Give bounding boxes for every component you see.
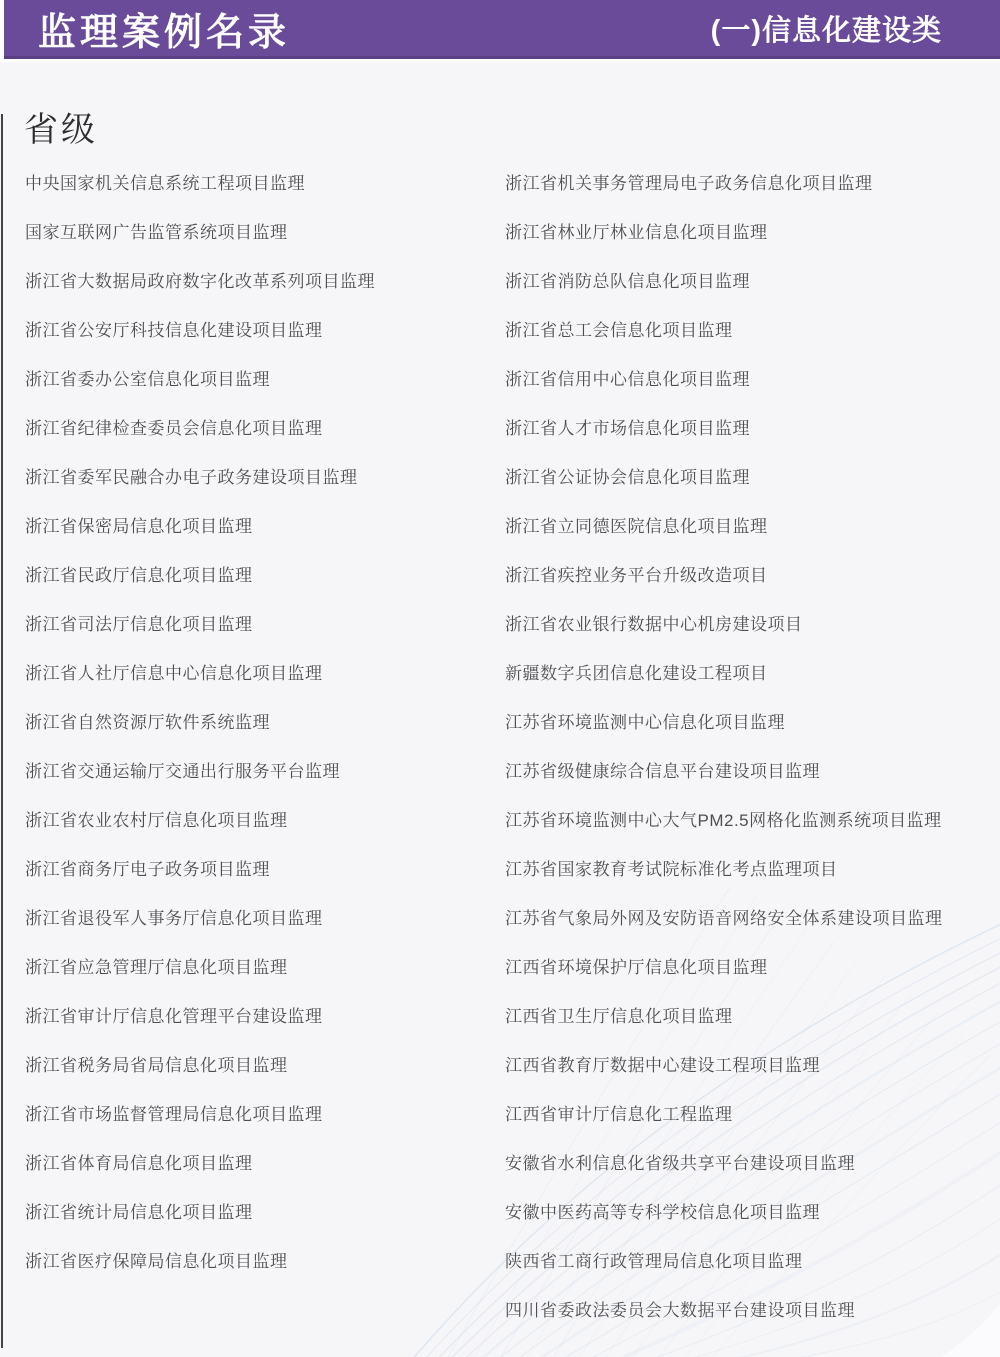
list-item: 浙江省司法厅信息化项目监理	[25, 615, 253, 634]
list-item: 浙江省林业厅林业信息化项目监理	[505, 223, 768, 242]
project-list-left	[25, 159, 490, 1286]
page-title: 监理案例名录	[38, 11, 291, 54]
list-item: 浙江省大数据局政府数字化改革系列项目监理	[25, 272, 375, 291]
list-item: 浙江省应急管理厅信息化项目监理	[25, 958, 288, 977]
list-item: 浙江省统计局信息化项目监理	[25, 1203, 253, 1222]
list-item: 浙江省医疗保障局信息化项目监理	[25, 1252, 288, 1271]
list-item: 浙江省信用中心信息化项目监理	[505, 370, 750, 389]
list-item: 国家互联网广告监管系统项目监理	[25, 223, 288, 242]
list-item: 江苏省环境监测中心信息化项目监理	[505, 713, 785, 732]
list-item: 新疆数字兵团信息化建设工程项目	[505, 664, 768, 683]
list-item: 浙江省保密局信息化项目监理	[25, 517, 253, 536]
list-item: 浙江省纪律检查委员会信息化项目监理	[25, 419, 323, 438]
list-item: 浙江省公证协会信息化项目监理	[505, 468, 750, 487]
list-item: 浙江省委办公室信息化项目监理	[25, 370, 270, 389]
list-item: 四川省委政法委员会大数据平台建设项目监理	[505, 1301, 855, 1320]
list-item: 安徽省水利信息化省级共享平台建设项目监理	[505, 1154, 855, 1173]
section-title: 省级	[24, 111, 98, 149]
list-item: 浙江省审计厅信息化管理平台建设监理	[25, 1007, 323, 1026]
list-item: 陕西省工商行政管理局信息化项目监理	[505, 1252, 803, 1271]
list-item: 浙江省消防总队信息化项目监理	[505, 272, 750, 291]
list-item: 江苏省国家教育考试院标准化考点监理项目	[505, 860, 838, 879]
list-item: 浙江省总工会信息化项目监理	[505, 321, 733, 340]
list-item: 浙江省民政厅信息化项目监理	[25, 566, 253, 585]
list-item: 江苏省气象局外网及安防语音网络安全体系建设项目监理	[505, 909, 943, 928]
list-item: 浙江省市场监督管理局信息化项目监理	[25, 1105, 323, 1124]
list-item: 江苏省级健康综合信息平台建设项目监理	[505, 762, 820, 781]
list-item: 浙江省农业农村厅信息化项目监理	[25, 811, 288, 830]
list-item: 浙江省自然资源厅软件系统监理	[25, 713, 270, 732]
project-list-right	[505, 159, 990, 1335]
list-item: 浙江省机关事务管理局电子政务信息化项目监理	[505, 174, 873, 193]
list-item: 浙江省退役军人事务厅信息化项目监理	[25, 909, 323, 928]
list-item: 浙江省人社厅信息中心信息化项目监理	[25, 664, 323, 683]
page-category-title: (一)信息化建设类	[710, 14, 942, 47]
list-item: 浙江省立同德医院信息化项目监理	[505, 517, 768, 536]
list-item: 江西省教育厅数据中心建设工程项目监理	[505, 1056, 820, 1075]
left-page-edge-line	[1, 114, 3, 1348]
list-item: 浙江省公安厅科技信息化建设项目监理	[25, 321, 323, 340]
list-item: 安徽中医药高等专科学校信息化项目监理	[505, 1203, 820, 1222]
list-item: 江西省审计厅信息化工程监理	[505, 1105, 733, 1124]
list-item: 浙江省税务局省局信息化项目监理	[25, 1056, 288, 1075]
list-item: 浙江省人才市场信息化项目监理	[505, 419, 750, 438]
list-item: 浙江省委军民融合办电子政务建设项目监理	[25, 468, 358, 487]
list-item: 浙江省商务厅电子政务项目监理	[25, 860, 270, 879]
page-header	[4, 0, 1000, 59]
list-item: 浙江省体育局信息化项目监理	[25, 1154, 253, 1173]
list-item: 浙江省交通运输厅交通出行服务平台监理	[25, 762, 340, 781]
list-item: 江西省环境保护厅信息化项目监理	[505, 958, 768, 977]
list-item: 江苏省环境监测中心大气PM2.5网格化监测系统项目监理	[505, 811, 942, 830]
list-item: 浙江省农业银行数据中心机房建设项目	[505, 615, 803, 634]
list-item: 中央国家机关信息系统工程项目监理	[25, 174, 305, 193]
list-item: 江西省卫生厅信息化项目监理	[505, 1007, 733, 1026]
list-item: 浙江省疾控业务平台升级改造项目	[505, 566, 768, 585]
